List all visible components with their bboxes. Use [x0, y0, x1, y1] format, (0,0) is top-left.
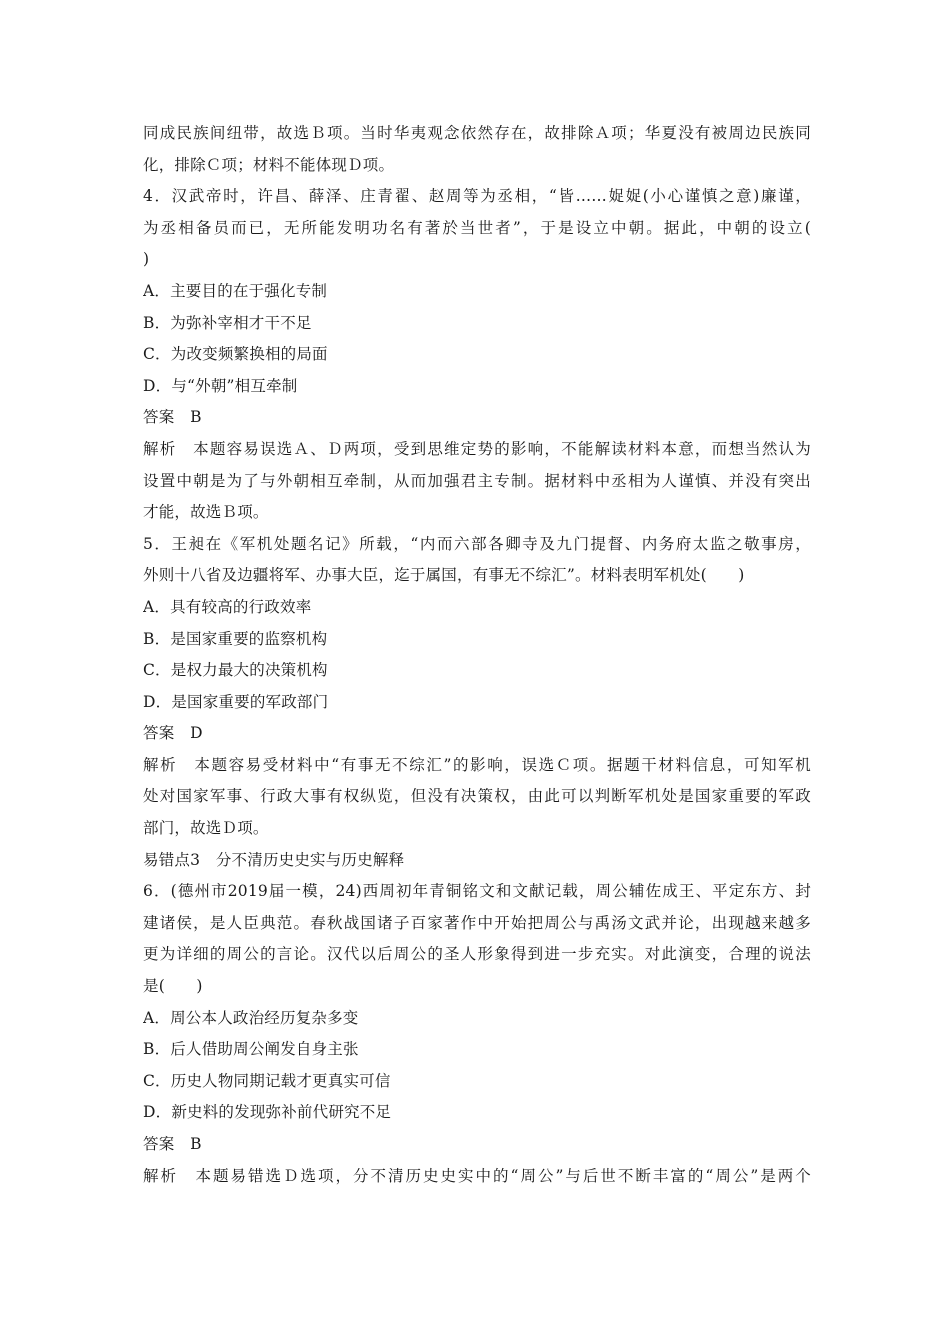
question-6-stem-line-1: 6．(德州市2019届一模，24)西周初年青铜铭文和文献记载，周公辅佐成王、平定东方、封	[143, 882, 811, 901]
question-6-option-c: C．历史人物同期记载才更真实可信	[143, 1071, 391, 1090]
question-4-answer: 答案 B	[143, 408, 202, 427]
question-5-explanation-line-3: 部门，故选Ｄ项。	[143, 819, 269, 838]
question-4-stem-line-2: 为丞相备员而已，无所能发明功名有著於当世者”，于是设立中朝。据此，中朝的设立(	[143, 218, 811, 237]
question-5-stem-line-1: 5．王昶在《军机处题名记》所载，“内而六部各卿寺及九门提督、内务府太监之敬事房，	[143, 534, 811, 553]
question-5-option-d: D．是国家重要的军政部门	[143, 692, 329, 711]
question-5-explanation-line-2: 处对国家军事、行政大事有权纵览，但没有决策权，由此可以判断军机处是国家重要的军政	[143, 787, 811, 806]
question-5-option-b: B．是国家重要的监察机构	[143, 629, 328, 648]
document-page	[143, 118, 811, 1192]
question-5-explanation-line-1: 解析 本题容易受材料中“有事无不综汇”的影响，误选Ｃ项。据题干材料信息，可知军机	[143, 755, 811, 774]
question-6-stem-line-3: 更为详细的周公的言论。汉代以后周公的圣人形象得到进一步充实。对此演变，合理的说法	[143, 945, 811, 964]
section-heading-error-point-3: 易错点3 分不清历史史实与历史解释	[143, 850, 405, 869]
question-5-stem-line-2: 外则十八省及边疆将军、办事大臣，迄于属国，有事无不综汇”。材料表明军机处( )	[143, 566, 745, 585]
question-4-option-d: D．与“外朝”相互牵制	[143, 376, 298, 395]
question-6-stem-line-2: 建诸侯，是人臣典范。春秋战国诸子百家著作中开始把周公与禹汤文武并论，出现越来越多	[143, 913, 811, 932]
question-5-option-c: C．是权力最大的决策机构	[143, 661, 328, 680]
question-4-option-b: B．为弥补宰相才干不足	[143, 313, 312, 332]
question-4-option-a: A．主要目的在于强化专制	[143, 281, 328, 300]
question-4-option-c: C．为改变频繁换相的局面	[143, 345, 328, 364]
question-4-stem-line-1: 4．汉武帝时，许昌、薛泽、庄青翟、赵周等为丞相，“皆……娖娖(小心谨慎之意)廉谨，	[143, 187, 811, 206]
question-4-explanation-line-3: 才能，故选Ｂ项。	[143, 503, 269, 522]
question-6-option-a: A．周公本人政治经历复杂多变	[143, 1008, 359, 1027]
question-6-option-d: D．新史料的发现弥补前代研究不足	[143, 1103, 392, 1122]
question-4-stem-line-3: )	[143, 250, 150, 269]
question-4-explanation-line-1: 解析 本题容易误选Ａ、Ｄ两项，受到思维定势的影响，不能解读材料本意，而想当然认为	[143, 439, 811, 458]
question-5-option-a: A．具有较高的行政效率	[143, 597, 312, 616]
question-6-answer: 答案 B	[143, 1135, 202, 1153]
question-6-stem-line-4: 是( )	[143, 977, 203, 996]
question-4-explanation-line-2: 设置中朝是为了与外朝相互牵制，从而加强君主专制。据材料中丞相为人谨慎、并没有突出	[143, 471, 811, 490]
explanation-continued-line-2: 化，排除Ｃ项；材料不能体现Ｄ项。	[143, 155, 395, 174]
explanation-continued-line-1: 同成民族间纽带，故选Ｂ项。当时华夷观念依然存在，故排除Ａ项；华夏没有被周边民族同	[143, 124, 811, 142]
question-6-explanation-line-1: 解析 本题易错选Ｄ选项，分不清历史史实中的“周公”与后世不断丰富的“周公”是两个	[143, 1166, 811, 1185]
question-6-option-b: B．后人借助周公阐发自身主张	[143, 1040, 359, 1059]
question-5-answer: 答案 D	[143, 724, 203, 743]
